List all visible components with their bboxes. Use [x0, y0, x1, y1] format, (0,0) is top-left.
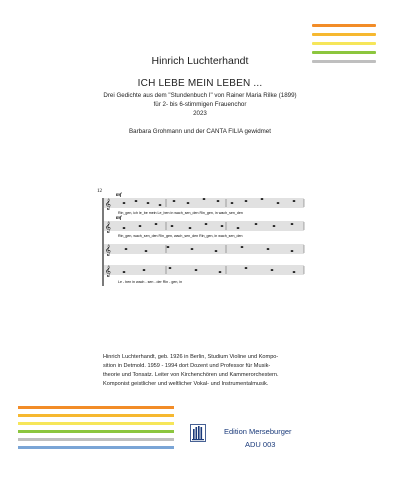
series-number: ADU 003 — [245, 440, 276, 449]
subtitle-line-2: für 2- bis 6-stimmigen Frauenchor — [153, 101, 247, 108]
stripe-blue — [18, 446, 174, 449]
lyrics-staff-3: Le - ben in wach - sen - der Rin - gen, in — [118, 280, 183, 284]
stripe-yellow — [312, 42, 376, 45]
treble-clef-icon: 𝄞 — [105, 266, 111, 277]
stripe-grey — [18, 438, 174, 441]
dynamic-mark: mf — [116, 193, 122, 198]
biography-line: Hinrich Luchterhandt, geb. 1926 in Berlin, Studium Violine und Kompo- — [103, 354, 279, 360]
decorative-stripes-bottom — [18, 406, 174, 454]
measure-number: 12 — [97, 189, 102, 194]
dedication: Barbara Grohmann und der CANTA FILIA gewidmet — [129, 128, 271, 135]
treble-clef-icon: 𝄞 — [105, 245, 111, 256]
biography-line: theorie und Tonsatz. Leiter von Kirchenchören und Kammerorchestern. — [103, 372, 279, 378]
subtitle-line-1: Drei Gedichte aus dem "Stundenbuch I" von Rainer Maria Rilke (1899) — [103, 92, 297, 99]
stripe-amber — [312, 33, 376, 36]
composer-name: Hinrich Luchterhandt — [151, 55, 249, 67]
staff-1 — [104, 199, 304, 207]
stripe-orange — [18, 406, 174, 409]
score-excerpt — [96, 186, 306, 296]
lyrics-staff-1: Rin_gen, ich le_be mein Le_ben in wach_sen_den Rin_gen, in wach_sen_den — [118, 211, 243, 215]
stripe-yellow — [18, 422, 174, 425]
organ-logo-icon — [190, 424, 206, 442]
treble-clef-icon: 𝄞 — [105, 222, 111, 233]
composer-biography — [103, 353, 298, 389]
staff-1-notes — [123, 198, 296, 206]
lyrics-staff-2: Rin_gen, wach_sen_den Rin_gen, wach_sen_den Rin_gen, in wach_sen_den — [118, 234, 243, 238]
treble-clef-icon: 𝄞 — [105, 199, 111, 210]
dynamic-mark: mf — [116, 216, 122, 221]
stripe-orange — [312, 24, 376, 27]
publisher-name: Edition Merseburger — [224, 427, 292, 436]
stripe-amber — [18, 414, 174, 417]
stripe-green — [18, 430, 174, 433]
year: 2023 — [193, 110, 207, 117]
biography-line: sition in Detmold. 1959 - 1994 dort Dozent und Professor für Musik- — [103, 363, 271, 369]
biography-line: Komponist geistlicher und weltlicher Vokal- und Instrumentalmusik. — [103, 381, 269, 387]
staff-4 — [104, 266, 304, 274]
work-title: ICH LEBE MEIN LEBEN ... — [137, 78, 263, 89]
stripe-green — [312, 51, 376, 54]
staff-3 — [104, 245, 304, 253]
